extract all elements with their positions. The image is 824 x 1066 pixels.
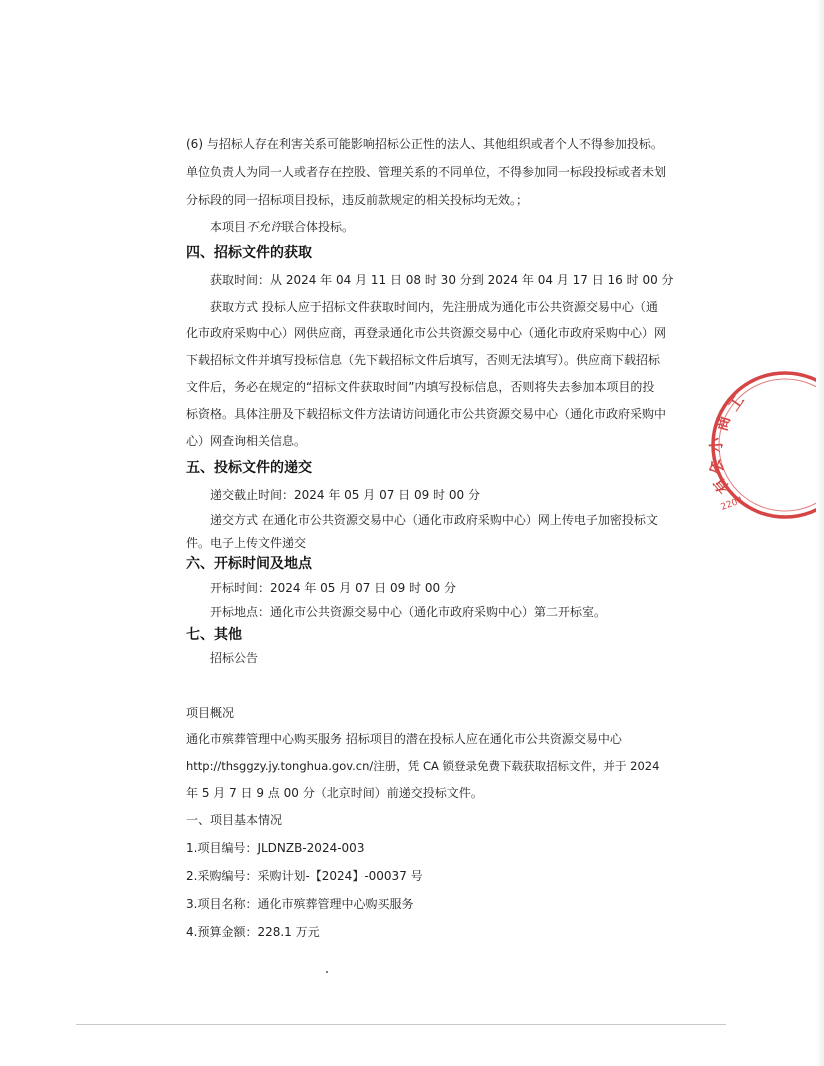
body-line: 获取方式 投标人应于招标文件获取时间内，先注册成为通化市公共资源交易中心（通 [210, 300, 658, 314]
seal-char: 商 [712, 413, 734, 434]
seal-char: 有 [709, 473, 734, 497]
body-line: (6) 与招标人存在利害关系可能影响招标公正性的法人、其他组织或者个人不得参加投标。 [186, 137, 663, 151]
overview-title: 项目概况 [186, 706, 235, 720]
body-line: 分标段的同一招标项目投标，违反前款规定的相关投标均无效。； [186, 193, 529, 207]
body-line: 标资格。具体注册及下载招标文件方法请访问通化市公共资源交易中心（通化市政府采购中 [186, 407, 667, 421]
seal-number: 2204 [719, 495, 745, 513]
body-line: 递交截止时间：2024 年 05 月 07 日 09 时 00 分 [210, 488, 480, 502]
body-line: 单位负责人为同一人或者存在控股、管理关系的不同单位，不得参加同一标段投标或者未划 [186, 165, 667, 179]
seal-graphic [700, 360, 824, 530]
body-line: 心）网查询相关信息。 [186, 434, 307, 448]
text-span: 联合体投标。 [282, 220, 355, 234]
seal-char: 工 [724, 391, 748, 415]
body-line [210, 219, 354, 235]
stray-dot [326, 971, 328, 973]
section-heading: 四、招标文件的获取 [186, 245, 312, 261]
subheading: 一、项目基本情况 [186, 813, 283, 827]
body-line: 化市政府采购中心）网供应商，再登录通化市公共资源交易中心（通化市政府采购中心）网 [186, 326, 667, 340]
page-bottom-edge [76, 1024, 726, 1025]
body-line: 递交方式 在通化市公共资源交易中心（通化市政府采购中心）网上传电子加密投标文 [210, 513, 658, 527]
italic-text: 不允许 [246, 220, 283, 234]
list-item: 1.项目编号：JLDNZB-2024-003 [186, 841, 365, 855]
body-line: 件。电子上传文件递交 [186, 536, 307, 550]
seal-char: 小 [706, 436, 726, 454]
body-line: 文件后，务必在规定的“招标文件获取时间”内填写投标信息，否则将失去参加本项目的投 [186, 380, 655, 394]
body-line: 开标地点：通化市公共资源交易中心（通化市政府采购中心）第二开标室。 [210, 605, 607, 619]
body-line: 招标公告 [210, 651, 259, 665]
body-line: 下载招标文件并填写投标信息（先下载招标文件后填写，否则无法填写）。供应商下载招标 [186, 353, 661, 367]
body-line: http://thsggzy.jy.tonghua.gov.cn/注册，凭 CA 锁登录免费下载获取招标文件，并于 2024 [186, 759, 660, 773]
text-span: 本项目 [210, 220, 247, 234]
body-line: 开标时间：2024 年 05 月 07 日 09 时 00 分 [210, 581, 456, 595]
body-line: 通化市殡葬管理中心购买服务 招标项目的潜在投标人应在通化市公共资源交易中心 [186, 732, 622, 746]
page-side-shadow [816, 0, 824, 1066]
section-heading: 七、其他 [186, 627, 242, 643]
section-heading: 五、投标文件的递交 [186, 460, 312, 476]
body-line: 年 5 月 7 日 9 点 00 分（北京时间）前递交投标文件。 [186, 786, 483, 800]
list-item: 2.采购编号：采购计划-【2024】-00037 号 [186, 869, 423, 883]
list-item: 3.项目名称：通化市殡葬管理中心购买服务 [186, 897, 414, 911]
body-line: 获取时间：从 2024 年 04 月 11 日 08 时 30 分到 2024 年 04 月 17 日 16 时 00 分 [210, 273, 674, 287]
seal-ring [713, 373, 824, 517]
seal-char: 会 [705, 456, 728, 478]
section-heading: 六、开标时间及地点 [186, 556, 312, 572]
list-item: 4.预算金额：228.1 万元 [186, 925, 320, 939]
company-seal [700, 360, 824, 530]
